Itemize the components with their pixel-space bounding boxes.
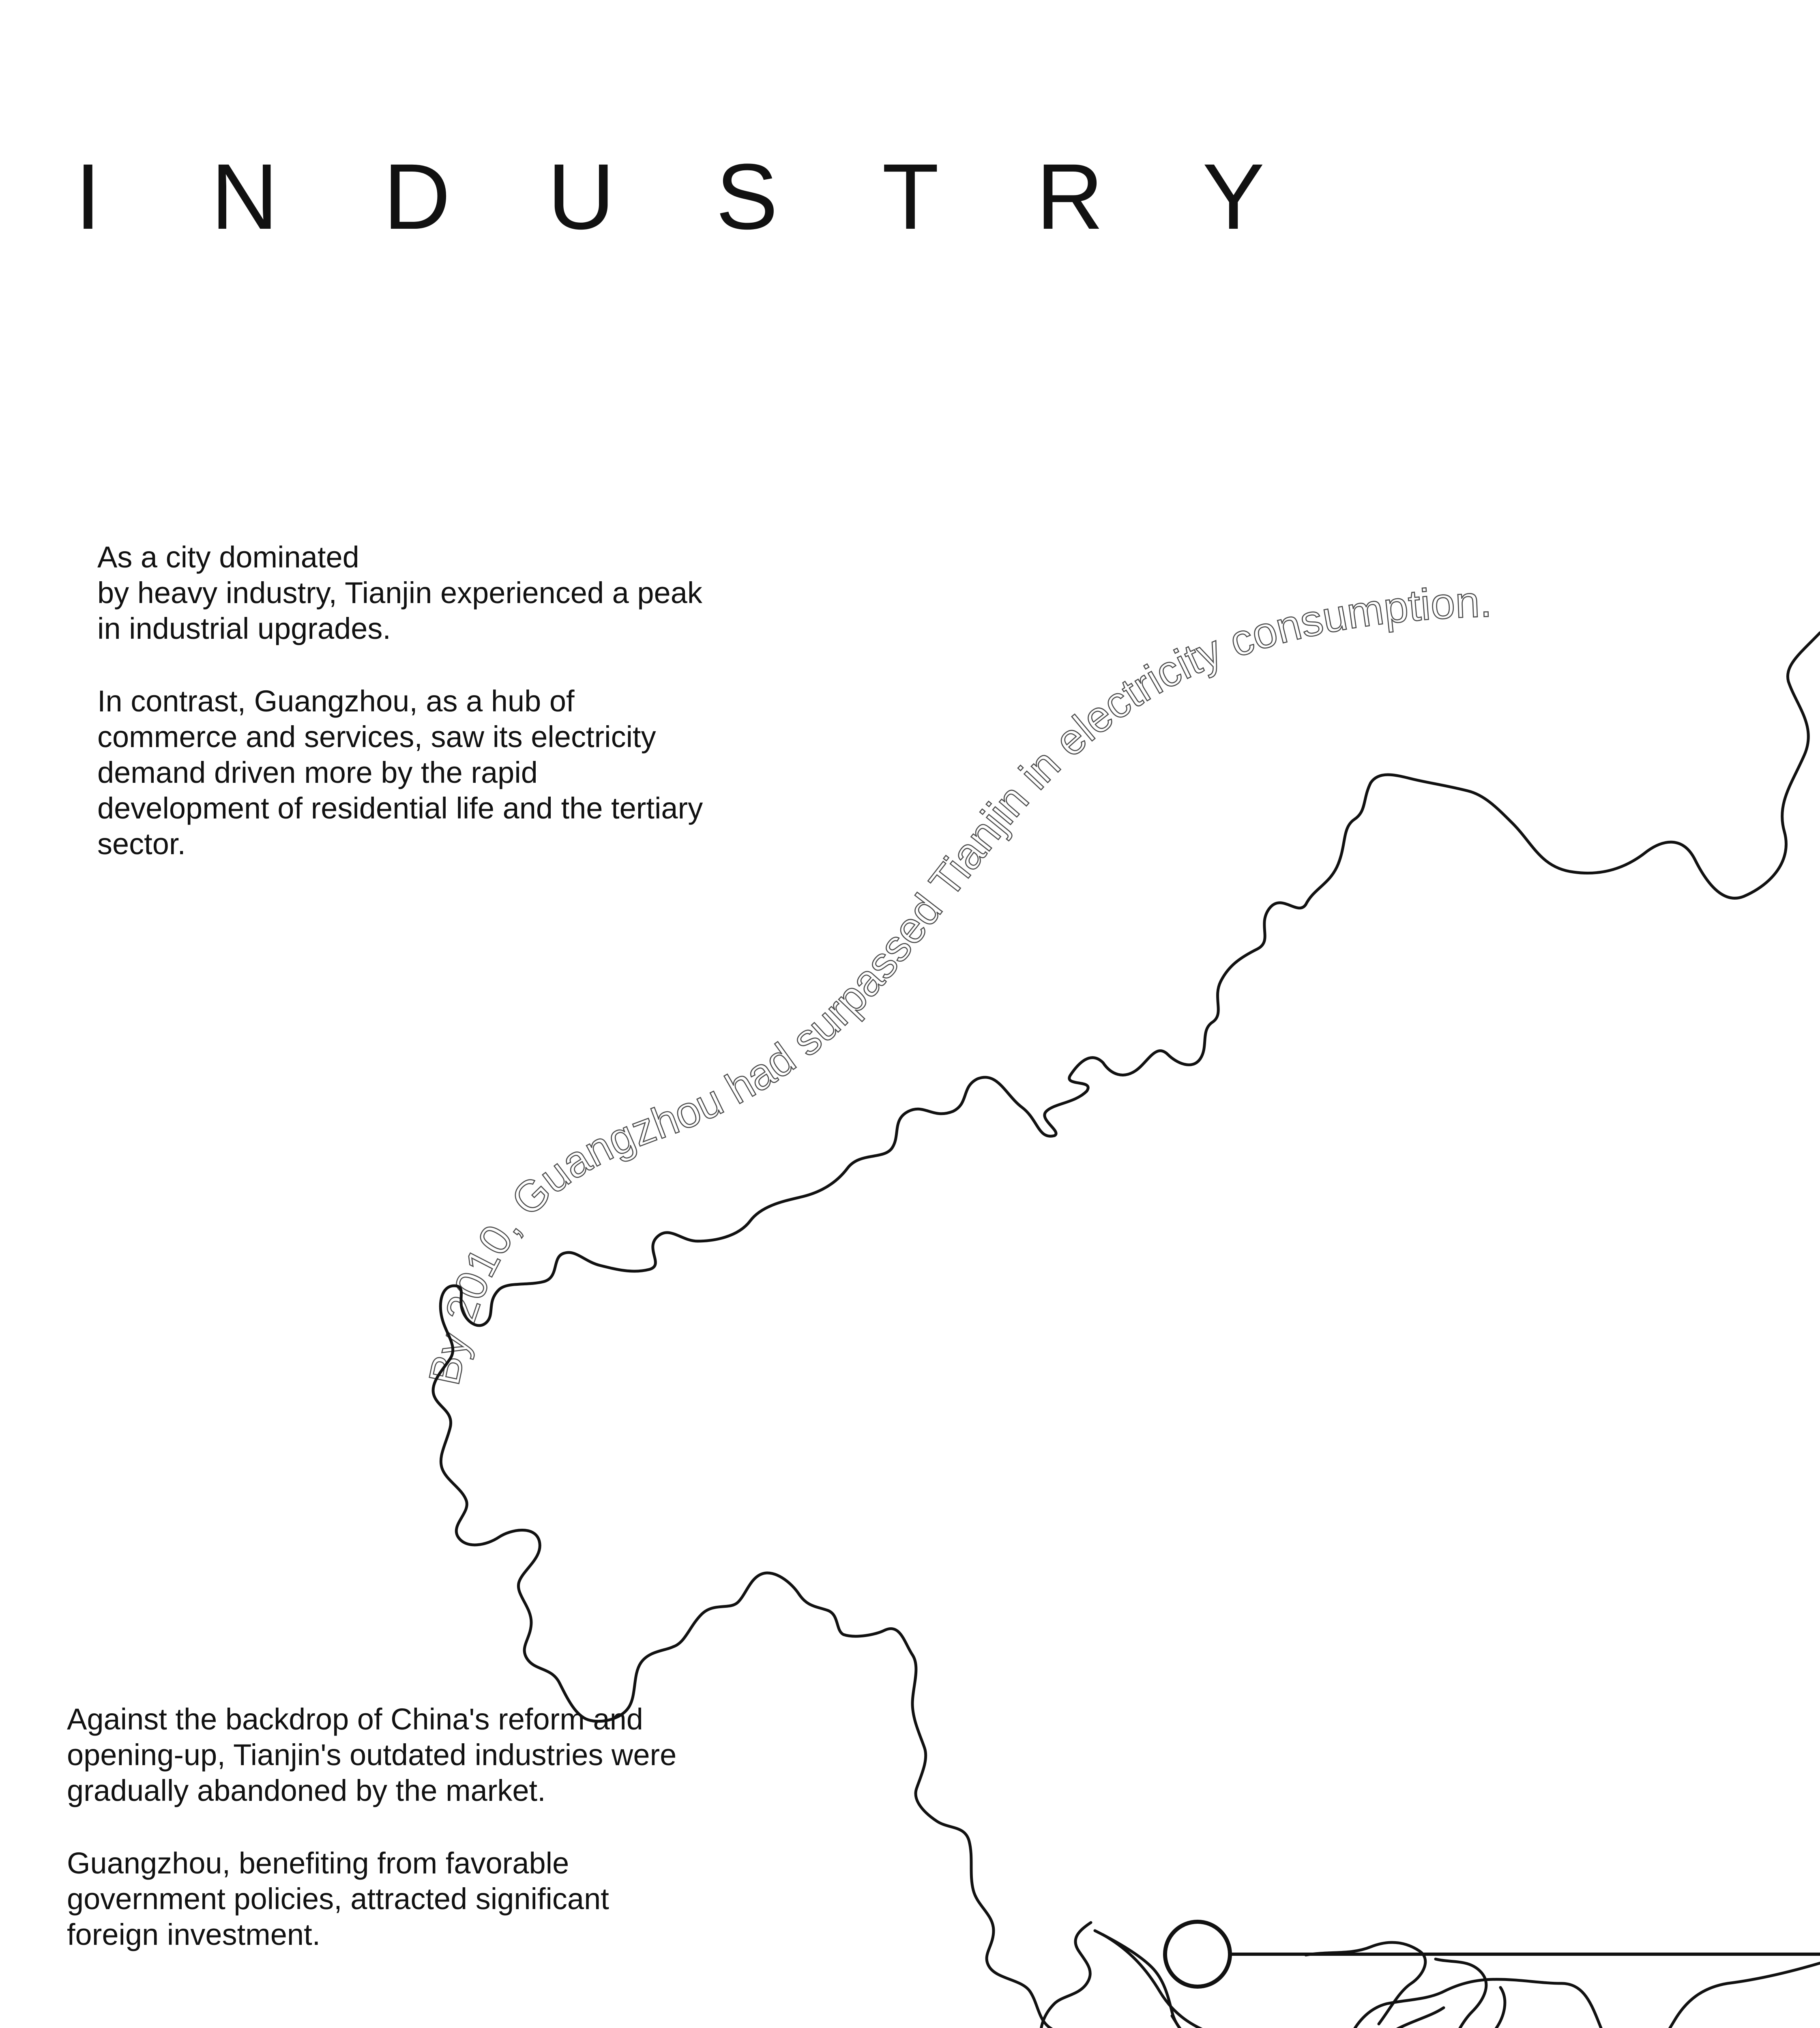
east-coast [1618,1963,1820,2028]
title-letter: T [882,144,939,249]
paragraph-tianjin-heavy-industry: As a city dominated by heavy industry, Tianjin experienced a peak in industrial upgrades. [97,540,702,645]
title-letter: U [547,144,615,249]
paragraph-guangzhou-commerce: In contrast, Guangzhou, as a hub of commerce and services, saw its electricity demand driven more by the rapid development of residential life and the tertiary sector. [97,684,703,861]
title-letter: S [716,144,778,249]
river-channel [1419,1959,1486,2028]
paragraph-foreign-investment: Guangzhou, benefiting from favorable government policies, attracted significant foreign investment. [67,1846,609,1951]
title-letter: R [1036,144,1104,249]
title-letter: N [211,144,279,249]
title-letter: Y [1202,144,1265,249]
curved-caption: By 2010, Guangzhou had surpassed Tianjin in electricity consumption. [419,576,1493,1389]
river-channel [1476,1987,1505,2028]
paragraph-reform-opening: Against the backdrop of China's reform and opening-up, Tianjin's outdated industries were gradually abandoned by the market. [67,1702,677,1807]
guangzhou-marker-circle [1165,1922,1230,1987]
title-letter: D [383,144,451,249]
coastline [433,633,1820,2028]
title-letter: I [75,144,101,249]
